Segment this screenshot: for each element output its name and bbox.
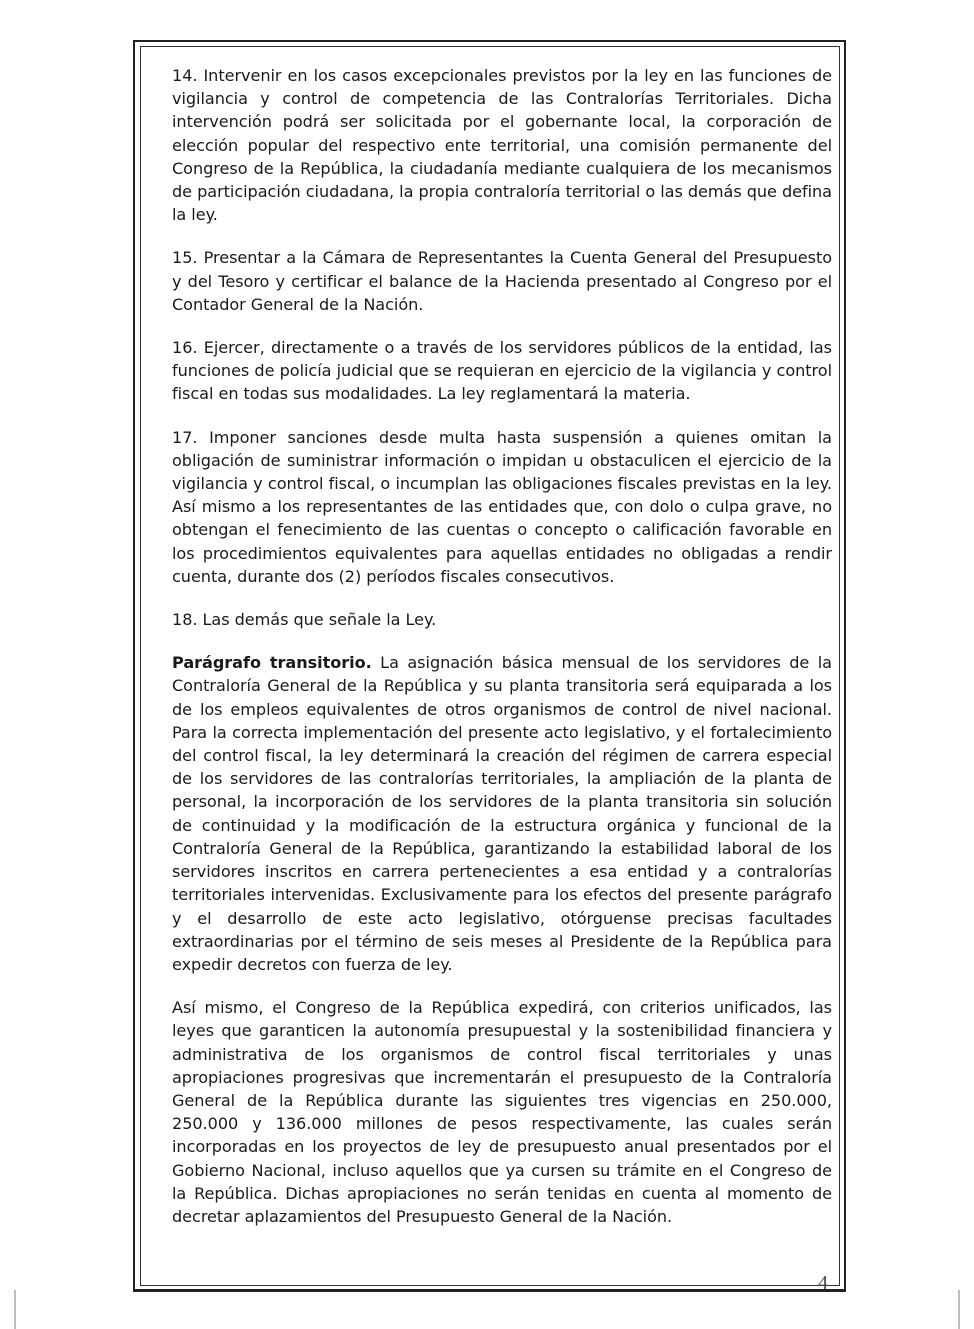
page-number: 4	[818, 1272, 828, 1294]
list-item-15: 15. Presentar a la Cámara de Representantes la Cuenta General del Presupuesto y del Tesoro y certificar el balance de la Hacienda presentado al Congreso por el Contador General de la Nación.	[172, 248, 832, 314]
list-item-14: 14. Intervenir en los casos excepcionales previstos por la ley en las funciones de vigilancia y control de competencia de las Contralorías Territoriales. Dicha intervención podrá ser solicitada por el gobernante local, la corporación de elección popular del respectivo ente territorial, una comisión permanente del Congreso de la República, la ciudadanía mediante cualquiera de los mecanismos de participación ciudadana, la propia contraloría territorial o las demás que defina la ley.	[172, 66, 832, 225]
paragrafo-heading: Parágrafo transitorio.	[172, 653, 372, 673]
paragrafo-transitorio	[172, 651, 832, 976]
paragrafo-text: La asignación básica mensual de los servidores de la Contraloría General de la República y su planta transitoria será equiparada a los de los empleos equivalentes de otros organismos de control de nivel nacional. Para la correcta implementación del presente acto legislativo, y el fortalecimiento del control fiscal, la ley determinará la creación del régimen de carrera especial de los servidores de las contralorías territoriales, la ampliación de la planta de personal, la incorporación de los servidores de la planta transitoria sin solución de continuidad y la modificación de la estructura orgánica y funcional de la Contraloría General de la República, garantizando la estabilidad laboral de los servidores inscritos en carrera pertenecientes a esa entidad y a contralorías territoriales intervenidas. Exclusivamente para los efectos del presente parágrafo y el desarrollo de este acto legislativo, otórguense precisas facultades extraordinarias por el término de seis meses al Presidente de la República para expedir decretos con fuerza de ley.	[172, 653, 832, 974]
list-item-17: 17. Imponer sanciones desde multa hasta suspensión a quienes omitan la obligación de suministrar información o impidan u obstaculicen el ejercicio de la vigilancia y control fiscal, o incumplan las obligaciones fiscales previstas en la ley. Así mismo a los representantes de las entidades que, con dolo o culpa grave, no obtengan el fenecimiento de las cuentas o concepto o calificación favorable en los procedimientos equivalentes para aquellas entidades no obligadas a rendir cuenta, durante dos (2) períodos fiscales consecutivos.	[172, 427, 832, 586]
list-item-16: 16. Ejercer, directamente o a través de los servidores públicos de la entidad, las funciones de policía judicial que se requieran en ejercicio de la vigilancia y control fiscal en todas sus modalidades. La ley reglamentará la materia.	[172, 338, 832, 404]
scan-edge-mark-right	[958, 1290, 960, 1329]
scan-edge-mark-left	[14, 1290, 16, 1329]
closing-paragraph: Así mismo, el Congreso de la República expedirá, con criterios unificados, las leyes que garanticen la autonomía presupuestal y la sostenibilidad financiera y administrativa de los organismos de control fiscal territoriales y unas apropiaciones progresivas que incrementarán el presupuesto de la Contraloría General de la República durante las siguientes tres vigencias en 250.000, 250.000 y 136.000 millones de pesos respectivamente, las cuales serán incorporadas en los proyectos de ley de presupuesto anual presentados por el Gobierno Nacional, incluso aquellos que ya cursen su trámite en el Congreso de la República. Dichas apropiaciones no serán tenidas en cuenta al momento de decretar aplazamientos del Presupuesto General de la Nación.	[172, 998, 832, 1226]
list-item-18: 18. Las demás que señale la Ley.	[172, 610, 437, 630]
document-body	[172, 64, 832, 1248]
